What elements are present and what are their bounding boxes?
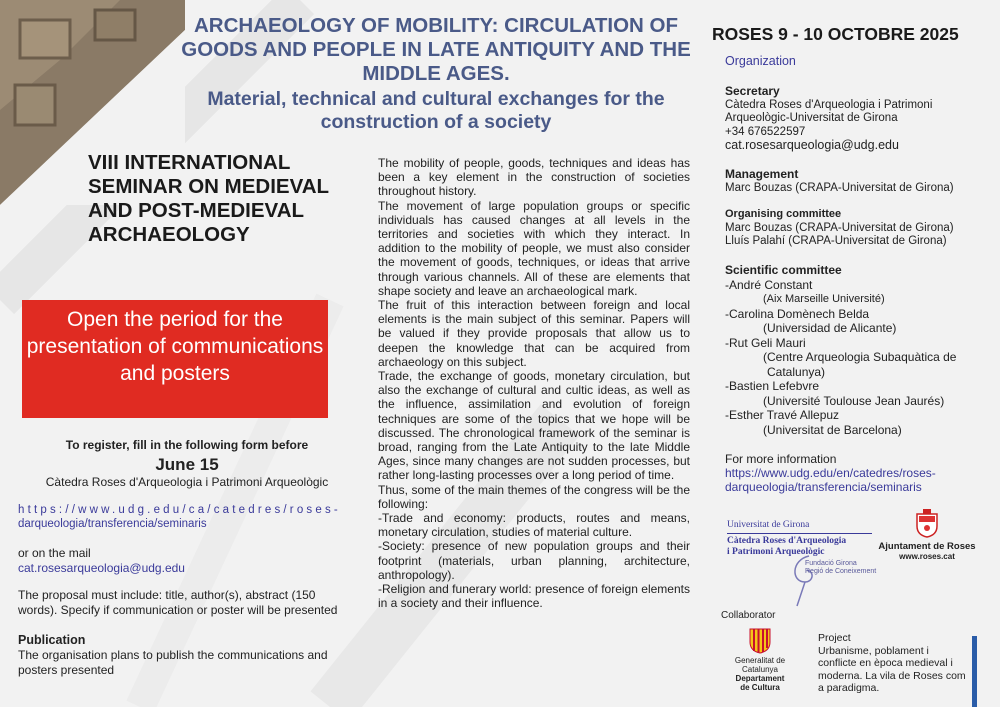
secretary-phone: +34 676522597 bbox=[725, 125, 806, 138]
seminar-title: VIII INTERNATIONAL SEMINAR ON MEDIEVAL AND POST-MEDIEVAL ARCHAEOLOGY bbox=[88, 151, 329, 246]
generalitat-logo bbox=[718, 628, 802, 692]
generalitat-line: de Cultura bbox=[740, 683, 780, 692]
main-title: ARCHAEOLOGY OF MOBILITY: CIRCULATION OF GOODS AND PEOPLE IN LATE ANTIQUITY AND THE MIDDLE AGES. bbox=[181, 14, 691, 85]
management-heading: Management bbox=[725, 167, 799, 181]
register-link-line1[interactable]: https://www.udg.edu/ca/catedres/roses- bbox=[18, 504, 341, 516]
more-info-link[interactable]: https://www.udg.edu/en/catedres/roses- bbox=[725, 466, 936, 480]
organising-person: Marc Bouzas (CRAPA-Universitat de Girona) bbox=[725, 221, 954, 234]
organising-person: Lluís Palahí (CRAPA-Universitat de Girona) bbox=[725, 235, 947, 247]
description-paragraph: Trade, the exchange of goods, monetary circulation, but also the exchange of cultural and cultic ideas, as well as the influence, assimilation and evolution of foreign techniques are some of the topics that we hope will be discussed. The chronological framework of the seminar is broad, ranging from the Late Antiquity to the late Middle Ages, since many changes are not sudden processes, but rather long-lasting processes over a long period of time. bbox=[378, 369, 690, 483]
main-subtitle: Material, technical and cultural exchanges for the construction of a society bbox=[207, 88, 665, 133]
senyera-shield-icon bbox=[749, 628, 771, 654]
description-paragraph: The fruit of this interaction between foreign and local elements is the main subject of this seminar. Papers will be valued if they provide proposals that allow us to deepen the knowledge that can be acquired from archaeology on this subject. bbox=[378, 298, 690, 369]
roses-shield-icon bbox=[915, 508, 939, 538]
project-text: Urbanisme, poblament i conflicte en època medieval i moderna. La vila de Roses com a paradigma. bbox=[818, 644, 966, 694]
more-info-label: For more information bbox=[725, 452, 837, 466]
secretary-heading: Secretary bbox=[725, 84, 780, 98]
management-person: Marc Bouzas (CRAPA-Universitat de Girona) bbox=[725, 181, 954, 194]
ajuntament-name: Ajuntament de Roses bbox=[878, 541, 976, 552]
seminar-description bbox=[378, 156, 690, 611]
ajuntament-web: www.roses.cat bbox=[899, 552, 955, 561]
management-section bbox=[725, 168, 995, 195]
secretary-line: Arqueològic-Universitat de Girona bbox=[725, 112, 898, 124]
generalitat-line: Departament bbox=[735, 674, 785, 683]
fundacio-line: Regió de Coneixement bbox=[805, 568, 877, 575]
fundacio-girona-logo bbox=[787, 552, 882, 608]
member-affiliation: (Centre Arqueologia Subaquàtica de bbox=[763, 350, 957, 364]
description-paragraph: The mobility of people, goods, techniques and ideas has been a key element in the construction of societies throughout history. bbox=[378, 156, 690, 199]
organising-section bbox=[725, 208, 995, 249]
publication-heading: Publication bbox=[18, 633, 86, 647]
udg-logo-line: i Patrimoni Arqueològic bbox=[727, 547, 825, 557]
member-name: -Esther Travé Allepuz bbox=[725, 408, 840, 422]
call-for-papers-banner: Open the period for the presentation of communications and posters bbox=[22, 300, 328, 418]
member-name: -Bastien Lefebvre bbox=[725, 379, 820, 393]
member-affiliation: (Universitat de Barcelona) bbox=[763, 422, 902, 437]
member-name: -Carolina Domènech Belda bbox=[725, 306, 870, 321]
more-info-link[interactable]: darqueologia/transferencia/seminaris bbox=[725, 480, 922, 494]
more-info-section bbox=[725, 452, 995, 494]
proposal-requirements: The proposal must include: title, author(s), abstract (150 words). Specify if communication or poster will be presented bbox=[18, 588, 338, 617]
publication-text: The organisation plans to publish the communications and posters presented bbox=[18, 648, 328, 677]
collaborator-label: Collaborator bbox=[721, 610, 776, 621]
register-instruction: To register, fill in the following form before bbox=[65, 438, 309, 452]
description-paragraph: Thus, some of the main themes of the congress will be the following: bbox=[378, 482, 690, 511]
udg-logo-line: Càtedra Roses d'Arqueologia bbox=[727, 536, 847, 546]
secretary-line: Càtedra Roses d'Arqueologia i Patrimoni bbox=[725, 98, 933, 111]
register-link[interactable] bbox=[18, 503, 358, 531]
project-label: Project bbox=[818, 632, 851, 644]
secretary-email[interactable]: cat.rosesarqueologia@udg.edu bbox=[725, 138, 899, 152]
member-affiliation: (Université Toulouse Jean Jaurés) bbox=[763, 393, 945, 408]
member-name: -André Constant bbox=[725, 277, 813, 292]
project-section bbox=[818, 632, 968, 695]
organising-heading: Organising committee bbox=[725, 208, 842, 220]
scientific-heading: Scientific committee bbox=[725, 263, 842, 277]
member-affiliation-cont: Catalunya) bbox=[767, 364, 826, 379]
event-dates: ROSES 9 - 10 OCTOBRE 2025 bbox=[712, 24, 959, 44]
ajuntament-roses-logo bbox=[872, 508, 982, 561]
organization-label: Organization bbox=[725, 54, 796, 68]
generalitat-line: Generalitat de Catalunya bbox=[734, 656, 786, 674]
member-affiliation: (Aix Marseille Université) bbox=[763, 293, 885, 305]
udg-logo-line: Universitat de Girona bbox=[727, 520, 810, 530]
register-deadline: June 15 bbox=[155, 455, 219, 474]
member-affiliation: (Universidad de Alicante) bbox=[763, 321, 897, 335]
secretary-section bbox=[725, 85, 995, 153]
publication-section bbox=[18, 633, 358, 678]
theme-item: -Religion and funerary world: presence of foreign elements in a society and their influence. bbox=[378, 582, 690, 611]
accent-bar bbox=[972, 636, 977, 707]
register-email-link[interactable]: cat.rosesarqueologia@udg.edu bbox=[18, 561, 185, 575]
fundacio-line: Fundació Girona bbox=[805, 560, 857, 567]
register-link-line2[interactable]: darqueologia/transferencia/seminaris bbox=[18, 518, 207, 530]
mail-label: or on the mail bbox=[18, 546, 91, 560]
scientific-section bbox=[725, 263, 995, 437]
theme-item: -Trade and economy: products, routes and means, monetary circulation, studies of material culture. bbox=[378, 511, 690, 540]
member-name: -Rut Geli Mauri bbox=[725, 335, 806, 350]
description-paragraph: The movement of large population groups or specific individuals has caused changes at all levels in the territories and societies with which they interact. In addition to the mobility of people, we must also consider the movement of goods, techniques, or ideas that arrive through various channels. All of these are elements that shape society and leave an archaeological mark. bbox=[378, 198, 690, 298]
register-mail-block bbox=[18, 546, 358, 576]
register-organizer: Càtedra Roses d'Arqueologia i Patrimoni Arqueològic bbox=[45, 475, 329, 489]
theme-item: -Society: presence of new population groups and their footprint (materials, urban planning, architecture, anthropology). bbox=[378, 539, 690, 582]
